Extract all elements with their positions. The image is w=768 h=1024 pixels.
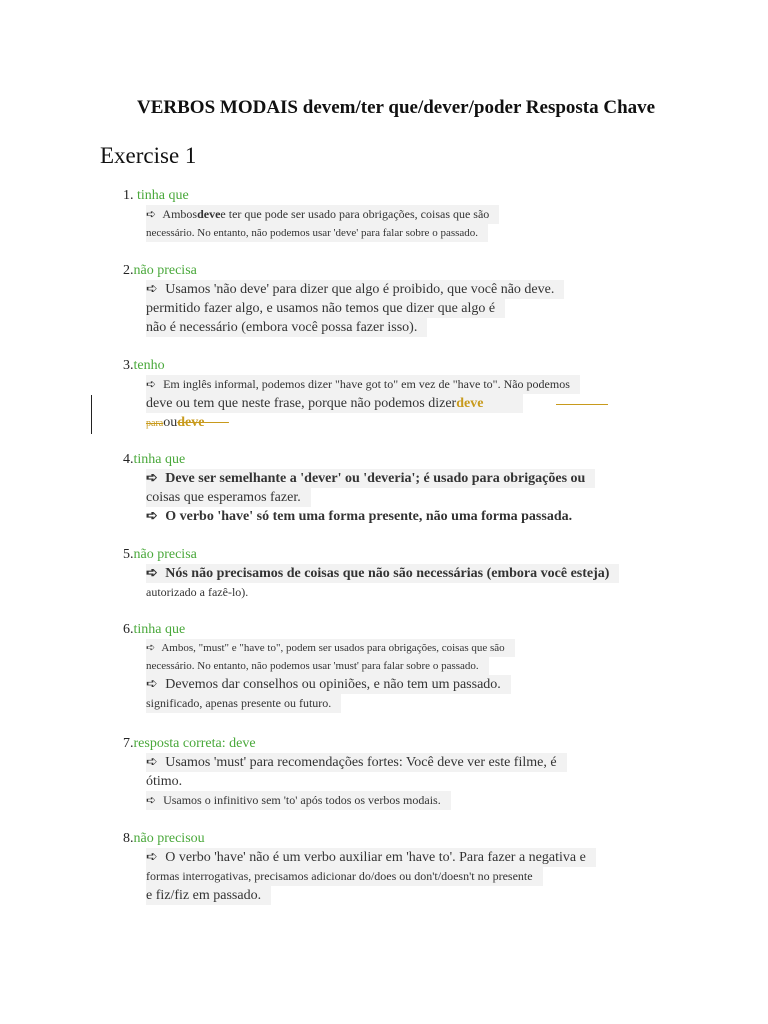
item-number: 7. xyxy=(123,736,134,751)
item-heading xyxy=(123,261,683,280)
arrow-icon: ➪ xyxy=(146,377,157,391)
answer-text: não precisa xyxy=(133,547,197,562)
explanation-text: ou xyxy=(163,415,178,430)
arrow-icon: ➪ xyxy=(146,566,158,581)
answer-text: não precisou xyxy=(133,831,205,846)
item-heading xyxy=(123,356,683,375)
explanation-line xyxy=(146,394,523,413)
explanation-text: O verbo 'have' não é um verbo auxiliar em 'have to'. Para fazer a negativa e xyxy=(161,850,586,865)
answer-item-6 xyxy=(123,620,683,713)
answer-text: tinha que xyxy=(137,188,189,203)
item-number: 5. xyxy=(123,547,134,562)
explanation-line: necessário. No entanto, não podemos usar 'must' para falar sobre o passado. xyxy=(146,657,489,675)
explanation-line: significado, apenas presente ou futuro. xyxy=(146,694,341,713)
explanation-line: autorizado a fazê-lo). xyxy=(146,583,258,602)
explanation-line xyxy=(146,280,564,299)
explanation-line xyxy=(146,848,596,867)
explanation-line: e fiz/fiz em passado. xyxy=(146,886,271,905)
explanation-line xyxy=(146,205,499,224)
item-number: 3. xyxy=(123,358,134,373)
explanation-line xyxy=(146,791,451,810)
answer-text: não precisa xyxy=(133,263,197,278)
explanation-text: Em inglês informal, podemos dizer "have got to" em vez de "have to". Não podemos xyxy=(160,377,570,391)
explanation-text: e ter que pode ser usado para obrigações, coisas que são xyxy=(220,207,490,221)
arrow-icon: ➪ xyxy=(146,471,158,486)
explanation-line xyxy=(146,675,511,694)
answer-item-3 xyxy=(123,356,683,432)
arrow-icon: ➪ xyxy=(146,509,158,524)
item-heading xyxy=(123,734,683,753)
arrow-icon: ➪ xyxy=(146,642,156,654)
explanation-text: Usamos o infinitivo sem 'to' após todos os verbos modais. xyxy=(160,793,441,807)
explanation-text: O verbo 'have' só tem uma forma presente, não uma forma passada. xyxy=(161,509,573,524)
struck-word: para xyxy=(146,418,164,429)
explanation-line: ótimo. xyxy=(146,772,192,791)
explanation-text: Deve ser semelhante a 'dever' ou 'deveria'; é usado para obrigações ou xyxy=(161,471,586,486)
exercise-heading: Exercise 1 xyxy=(100,143,197,168)
explanation-line xyxy=(146,564,619,583)
explanation-text: Usamos 'must' para recomendações fortes: Você deve ver este filme, é xyxy=(161,755,557,770)
emphasis-word: deve xyxy=(197,207,221,221)
arrow-icon: ➪ xyxy=(146,850,158,865)
item-heading xyxy=(123,829,683,848)
item-number: 2. xyxy=(123,263,134,278)
answer-item-2 xyxy=(123,261,683,337)
item-heading xyxy=(123,620,683,639)
explanation-line xyxy=(146,375,580,394)
answer-item-4 xyxy=(123,450,683,526)
struck-highlighted-word: deve xyxy=(177,415,205,430)
item-heading xyxy=(123,186,683,205)
answer-text: tinha que xyxy=(133,622,186,637)
arrow-icon: ➪ xyxy=(146,677,158,692)
explanation-line xyxy=(146,469,595,488)
explanation-text: Ambos xyxy=(160,207,198,221)
text-cursor xyxy=(91,395,92,434)
explanation-line xyxy=(146,507,582,526)
item-number: 6. xyxy=(123,622,134,637)
explanation-text: Ambos, "must" e "have to", podem ser usados para obrigações, coisas que são xyxy=(159,642,505,654)
item-number: 4. xyxy=(123,452,134,467)
arrow-icon: ➪ xyxy=(146,755,158,770)
answer-text: resposta correta: deve xyxy=(133,736,256,751)
explanation-line: permitido fazer algo, e usamos não temos que dizer que algo é xyxy=(146,299,505,318)
item-heading xyxy=(123,545,683,564)
strike-tail xyxy=(204,415,229,430)
document-title: VERBOS MODAIS devem/ter que/dever/poder Resposta Chave xyxy=(137,97,656,118)
item-heading xyxy=(123,450,683,469)
answer-item-7 xyxy=(123,734,683,810)
explanation-line: necessário. No entanto, não podemos usar 'deve' para falar sobre o passado. xyxy=(146,224,488,242)
arrow-icon: ➪ xyxy=(146,793,157,807)
explanation-text: Devemos dar conselhos ou opiniões, e não tem um passado. xyxy=(161,677,501,692)
explanation-line xyxy=(146,639,515,657)
explanation-line: coisas que esperamos fazer. xyxy=(146,488,311,507)
explanation-text: deve ou tem que neste frase, porque não podemos dizer xyxy=(146,396,457,411)
answer-item-8 xyxy=(123,829,683,905)
highlighted-word: deve xyxy=(456,396,484,411)
explanation-line xyxy=(146,753,567,772)
explanation-line xyxy=(146,413,239,432)
answer-text: tenho xyxy=(133,358,165,373)
answer-text: tinha que xyxy=(133,452,186,467)
arrow-icon: ➪ xyxy=(146,282,158,297)
item-number: 8. xyxy=(123,831,134,846)
explanation-line: formas interrogativas, precisamos adicionar do/does ou don't/doesn't no presente xyxy=(146,867,543,886)
answer-item-1 xyxy=(123,186,683,242)
explanation-line: não é necessário (embora você possa fazer isso). xyxy=(146,318,427,337)
explanation-text: Nós não precisamos de coisas que não são necessárias (embora você esteja) xyxy=(161,566,610,581)
arrow-icon: ➪ xyxy=(146,207,157,221)
item-number: 1. xyxy=(123,188,137,203)
answer-item-5 xyxy=(123,545,683,602)
explanation-text: Usamos 'não deve' para dizer que algo é proibido, que você não deve. xyxy=(161,282,555,297)
